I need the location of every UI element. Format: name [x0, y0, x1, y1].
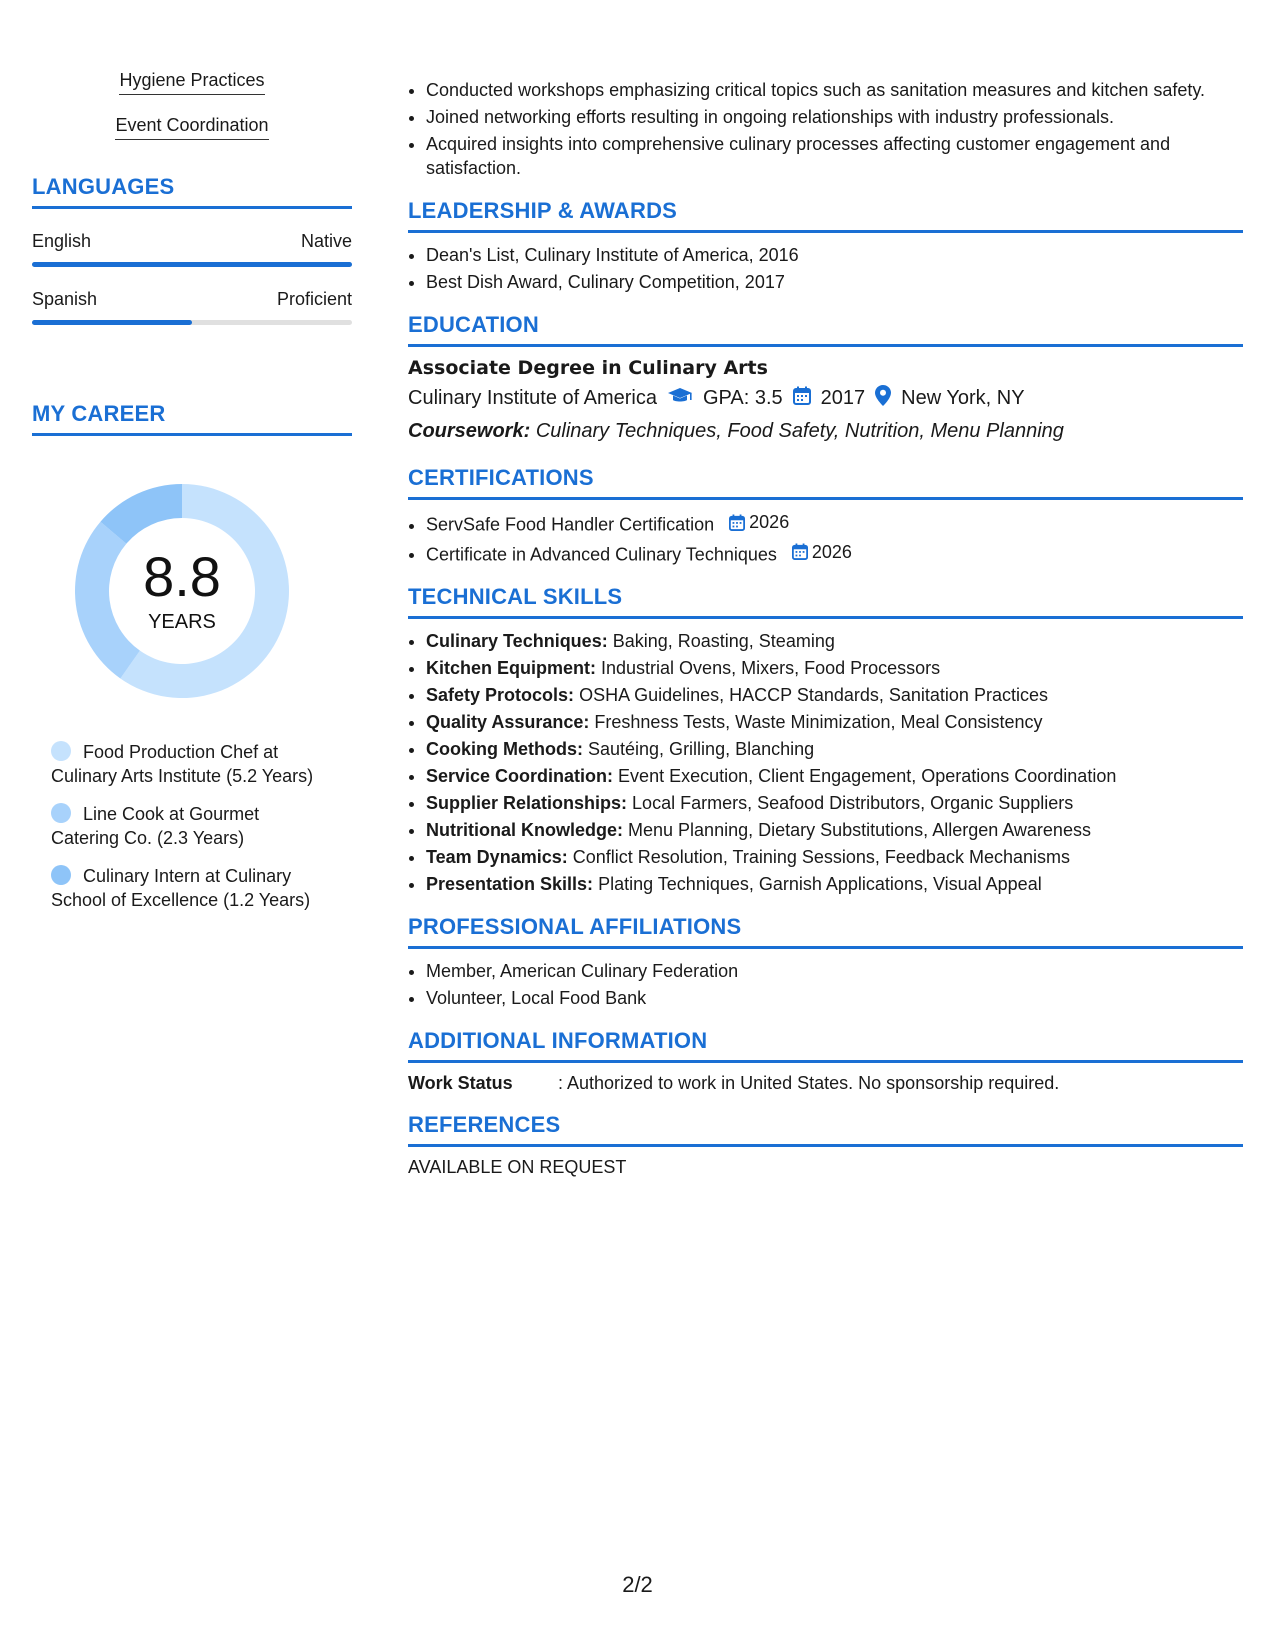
list-item: • Team Dynamics: Conflict Resolution, Training Sessions, Feedback Mechanisms: [426, 845, 1243, 869]
education-meta: [408, 385, 1243, 412]
graduation-year: 2017: [820, 387, 866, 409]
cert-year: 2026: [811, 541, 852, 562]
school-location: New York, NY: [901, 387, 1025, 409]
list-item: • Best Dish Award, Culinary Competition, 2017: [426, 270, 1243, 294]
list-item: • Volunteer, Local Food Bank: [426, 986, 1243, 1010]
experience-bullets: [408, 78, 1243, 180]
cert-year: 2026: [749, 512, 790, 532]
list-item: • Service Coordination: Event Execution, Client Engagement, Operations Coordination: [426, 764, 1243, 788]
language-bar: [32, 262, 352, 267]
list-item: • Kitchen Equipment: Industrial Ovens, Mixers, Food Processors: [426, 656, 1243, 680]
list-item: • ServSafe Food Handler Certification 2026: [426, 510, 1243, 537]
leadership-list: [408, 243, 1243, 294]
language-bar-fill: [32, 320, 192, 325]
school-name: Culinary Institute of America: [408, 387, 657, 409]
right-column: [408, 70, 1243, 1178]
list-item: • Dean's List, Culinary Institute of America, 2016: [426, 243, 1243, 267]
language-bar: [32, 320, 352, 325]
calendar-icon: [792, 543, 808, 560]
list-item: • Nutritional Knowledge: Menu Planning, Dietary Substitutions, Allergen Awareness: [426, 818, 1243, 842]
language-level: Native: [300, 231, 352, 251]
list-item: • Acquired insights into comprehensive culinary processes affecting customer engagement and satisfaction.: [426, 132, 1243, 180]
language-bar-fill: [32, 262, 352, 267]
work-status-value: : Authorized to work in United States. No sponsorship required.: [558, 1073, 1060, 1093]
list-item: • Quality Assurance: Freshness Tests, Waste Minimization, Meal Consistency: [426, 710, 1243, 734]
certifications-list: [408, 510, 1243, 566]
coursework: Coursework: Culinary Techniques, Food Safety, Nutrition, Menu Planning: [408, 420, 1064, 442]
career-legend: [32, 740, 352, 912]
skill-tag: Event Coordination: [32, 115, 352, 140]
legend-item: Culinary Intern at Culinary School of Excellence (1.2 Years): [51, 866, 311, 910]
leadership-heading: LEADERSHIP & AWARDS: [408, 198, 1243, 233]
location-pin-icon: [875, 385, 891, 412]
left-column: [32, 70, 352, 926]
list-item: • Certificate in Advanced Culinary Techniques 2026: [426, 540, 1243, 567]
affiliations-list: [408, 959, 1243, 1010]
affiliations-heading: PROFESSIONAL AFFILIATIONS: [408, 914, 1243, 949]
work-status-label: Work Status: [408, 1073, 513, 1093]
language-item: [32, 231, 352, 267]
list-item: • Member, American Culinary Federation: [426, 959, 1243, 983]
additional-info-heading: ADDITIONAL INFORMATION: [408, 1028, 1243, 1063]
skill-tag: Hygiene Practices: [32, 70, 352, 95]
references-heading: REFERENCES: [408, 1112, 1243, 1147]
legend-dot: [51, 803, 71, 823]
legend-item: Line Cook at Gourmet Catering Co. (2.3 Years): [51, 804, 260, 848]
graduation-cap-icon: [667, 387, 693, 411]
technical-skills-list: [408, 629, 1243, 896]
language-level: Proficient: [276, 289, 352, 309]
list-item: • Presentation Skills: Plating Techniques, Garnish Applications, Visual Appeal: [426, 872, 1243, 896]
gpa: GPA: 3.5: [703, 387, 783, 409]
career-heading: MY CAREER: [32, 401, 352, 436]
language-name: English: [32, 231, 92, 251]
list-item: • Safety Protocols: OSHA Guidelines, HACCP Standards, Sanitation Practices: [426, 683, 1243, 707]
languages-heading: LANGUAGES: [32, 174, 352, 209]
list-item: • Joined networking efforts resulting in ongoing relationships with industry professionals.: [426, 105, 1243, 129]
list-item: • Conducted workshops emphasizing critical topics such as sanitation measures and kitchen safety.: [426, 78, 1243, 102]
legend-dot: [51, 741, 71, 761]
technical-skills-heading: TECHNICAL SKILLS: [408, 584, 1243, 619]
page-number: 2/2: [622, 1572, 653, 1597]
certifications-heading: CERTIFICATIONS: [408, 465, 1243, 500]
references-text: AVAILABLE ON REQUEST: [408, 1157, 627, 1177]
language-item: [32, 289, 352, 325]
legend-dot: [51, 865, 71, 885]
language-name: Spanish: [32, 289, 98, 309]
list-item: • Cooking Methods: Sautéing, Grilling, Blanching: [426, 737, 1243, 761]
legend-item: Food Production Chef at Culinary Arts Institute (5.2 Years): [51, 742, 314, 786]
list-item: • Supplier Relationships: Local Farmers, Seafood Distributors, Organic Suppliers: [426, 791, 1243, 815]
calendar-icon: [729, 514, 745, 531]
career-unit: YEARS: [148, 610, 216, 633]
work-status-row: [408, 1073, 1243, 1094]
career-total: 8.8: [143, 544, 221, 608]
degree-title: Associate Degree in Culinary Arts: [408, 357, 768, 379]
list-item: • Culinary Techniques: Baking, Roasting, Steaming: [426, 629, 1243, 653]
calendar-icon: [793, 386, 811, 411]
career-donut-chart: [67, 476, 297, 706]
education-heading: EDUCATION: [408, 312, 1243, 347]
